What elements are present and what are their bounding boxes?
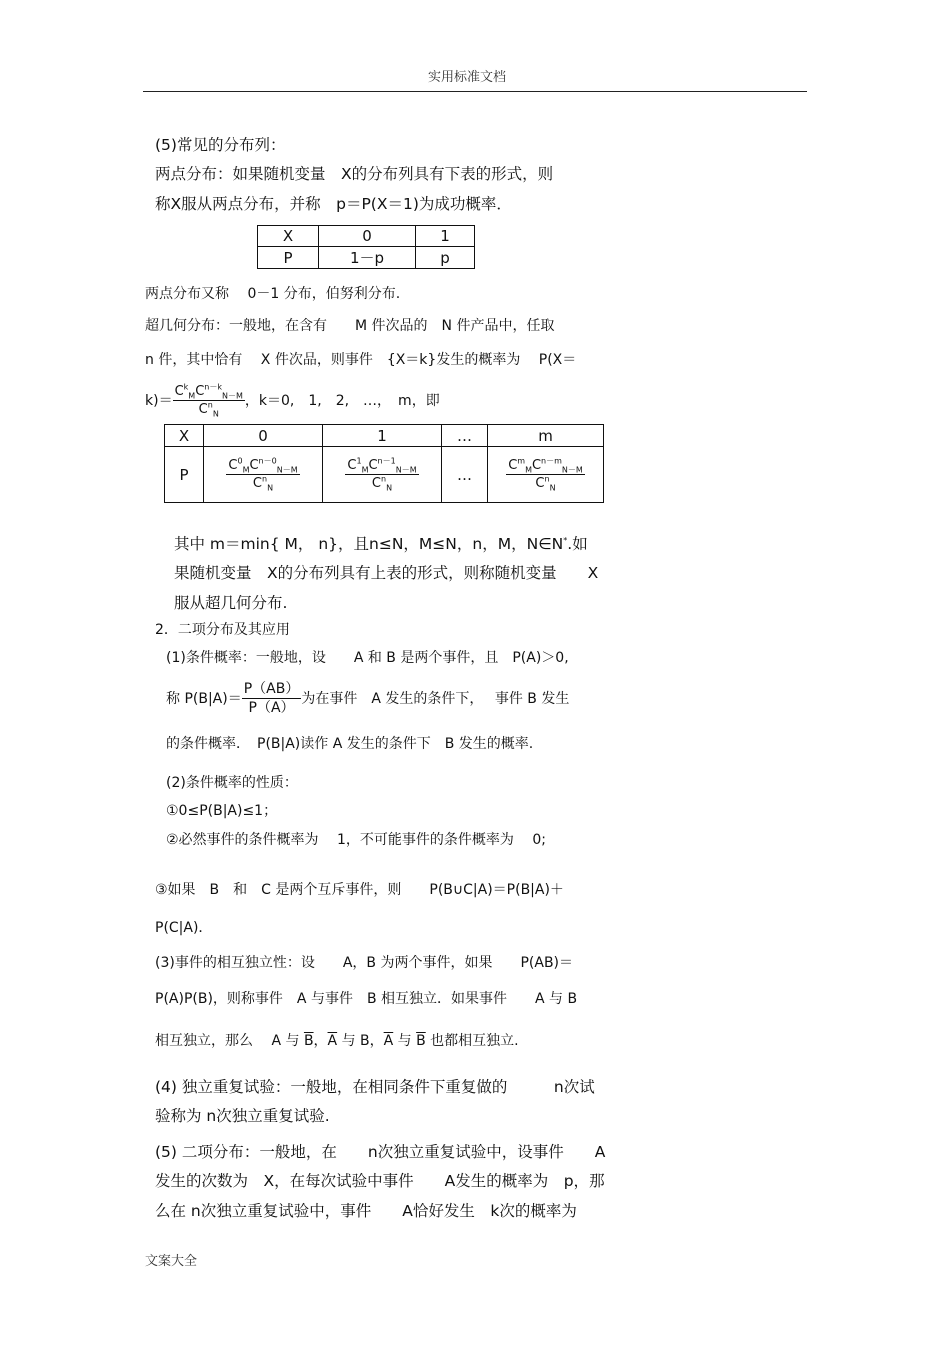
header-rule [143, 91, 807, 92]
table-cell: 1 [416, 226, 475, 247]
text-line: P(C|A)． [155, 920, 213, 936]
section-heading: (5)常见的分布列： [155, 136, 286, 154]
text-line: 验称为 n次独立重复试验. [155, 1107, 330, 1125]
two-point-table [257, 225, 475, 269]
text-line: 发生的次数为 X，在每次试验中事件 A发生的概率为 p，那 [155, 1172, 605, 1190]
table-cell [488, 447, 604, 503]
text-span: 其中 m＝min{ M， n}，且n≤N，M≤N，n，M，N∈N [174, 535, 564, 553]
table-cell: 0 [319, 226, 416, 247]
text-line: 么在 n次独立重复试验中，事件 A恰好发生 k次的概率为 [155, 1202, 577, 1220]
text-line: (2)条件概率的性质： [166, 775, 298, 791]
conditional-fraction: $\frac{P(AB)}{P(A)}$ [243, 680, 300, 716]
text-span: .如 [567, 535, 588, 553]
table-cell: … [442, 447, 488, 503]
formula-line [145, 380, 440, 420]
text-line: (4) 独立重复试验：一般地，在相同条件下重复做的 n次试 [155, 1078, 595, 1096]
text-line: 两点分布又称 0－1 分布，伯努利分布. [145, 286, 401, 302]
text-line: n 件，其中恰有 X 件次品，则事件 {X＝k}发生的概率为 P(X＝ [145, 352, 577, 368]
text-line: ②必然事件的条件概率为 1，不可能事件的条件概率为 0; [166, 832, 546, 848]
table-cell: 1 [323, 425, 442, 447]
prob-fraction: $\frac{C^0_MC^{n-0}_{N-M}}{C^n_N}$ [228, 456, 298, 493]
prob-fraction: $\frac{C^m_MC^{n-m}_{N-M}}{C^n_N}$ [508, 456, 583, 493]
text-span: 与 B， [337, 1033, 384, 1049]
formula-line [166, 678, 569, 718]
complement-symbol: $\overline{B}$ [416, 1033, 426, 1049]
prob-fraction: $\frac{C^1_MC^{n-1}_{N-M}}{C^n_N}$ [347, 456, 417, 493]
text-line: (1)条件概率：一般地，设 A 和 B 是两个事件，且 P(A)＞0, [166, 650, 569, 666]
formula-text: 称 P(B|A)＝ [166, 691, 242, 707]
text-line: 果随机变量 X的分布列具有上表的形式，则称随机变量 X [174, 564, 599, 582]
table-cell: X [165, 425, 204, 447]
text-line: ①0≤P(B|A)≤1； [166, 803, 278, 819]
text-line: 两点分布：如果随机变量 X的分布列具有下表的形式，则 [155, 165, 554, 183]
complement-symbol: $\overline{A}$ [327, 1033, 338, 1049]
table-cell: … [442, 425, 488, 447]
complement-symbol: $\overline{A}$ [383, 1033, 394, 1049]
table-cell [323, 447, 442, 503]
text-span: 相互独立，那么 A 与 [155, 1033, 304, 1049]
table-cell: P [258, 247, 319, 269]
table-cell: m [488, 425, 604, 447]
text-line [155, 1030, 519, 1050]
hypergeometric-table [164, 424, 604, 503]
text-line: P(A)P(B)，则称事件 A 与事件 B 相互独立．如果事件 A 与 B [155, 991, 578, 1007]
text-line: 的条件概率． P(B|A)读作 A 发生的条件下 B 发生的概率. [166, 736, 534, 752]
formula-text: 为在事件 A 发生的条件下， 事件 B 发生 [301, 691, 570, 707]
text-line: ③如果 B 和 C 是两个互斥事件，则 P(B∪C|A)＝P(B|A)＋ [155, 882, 564, 898]
complement-symbol: $\overline{B}$ [303, 1033, 314, 1049]
hypergeometric-fraction: $\frac{C^k_MC^{n-k}_{N-M}}{C^n_N}$ [174, 382, 243, 419]
table-cell: P [165, 447, 204, 503]
text-line: (5) 二项分布：一般地，在 n次独立重复试验中，设事件 A [155, 1143, 606, 1161]
table-cell: 1－p [319, 247, 416, 269]
formula-text: ，k＝0, 1, 2, …， m，即 [244, 393, 440, 409]
table-cell: 0 [204, 425, 323, 447]
text-span: 也都相互独立. [425, 1033, 519, 1049]
table-cell: p [416, 247, 475, 269]
text-line [174, 532, 588, 554]
text-line: (3)事件的相互独立性：设 A，B 为两个事件，如果 P(AB)＝ [155, 955, 574, 971]
text-span: 与 [393, 1033, 417, 1049]
text-line: 超几何分布：一般地，在含有 M 件次品的 N 件产品中，任取 [145, 318, 555, 334]
section-title: 2．二项分布及其应用 [155, 622, 290, 638]
text-line: 服从超几何分布. [174, 594, 288, 612]
table-cell [204, 447, 323, 503]
text-line: 称X服从两点分布，并称 p＝P(X＝1)为成功概率． [155, 195, 512, 213]
formula-text: k)＝ [145, 393, 173, 409]
text-span: ， [313, 1033, 328, 1049]
page-footer: 文案大全 [145, 1254, 198, 1269]
page-header: 实用标准文档 [428, 70, 507, 85]
table-cell: X [258, 226, 319, 247]
superscript: * [563, 535, 568, 545]
